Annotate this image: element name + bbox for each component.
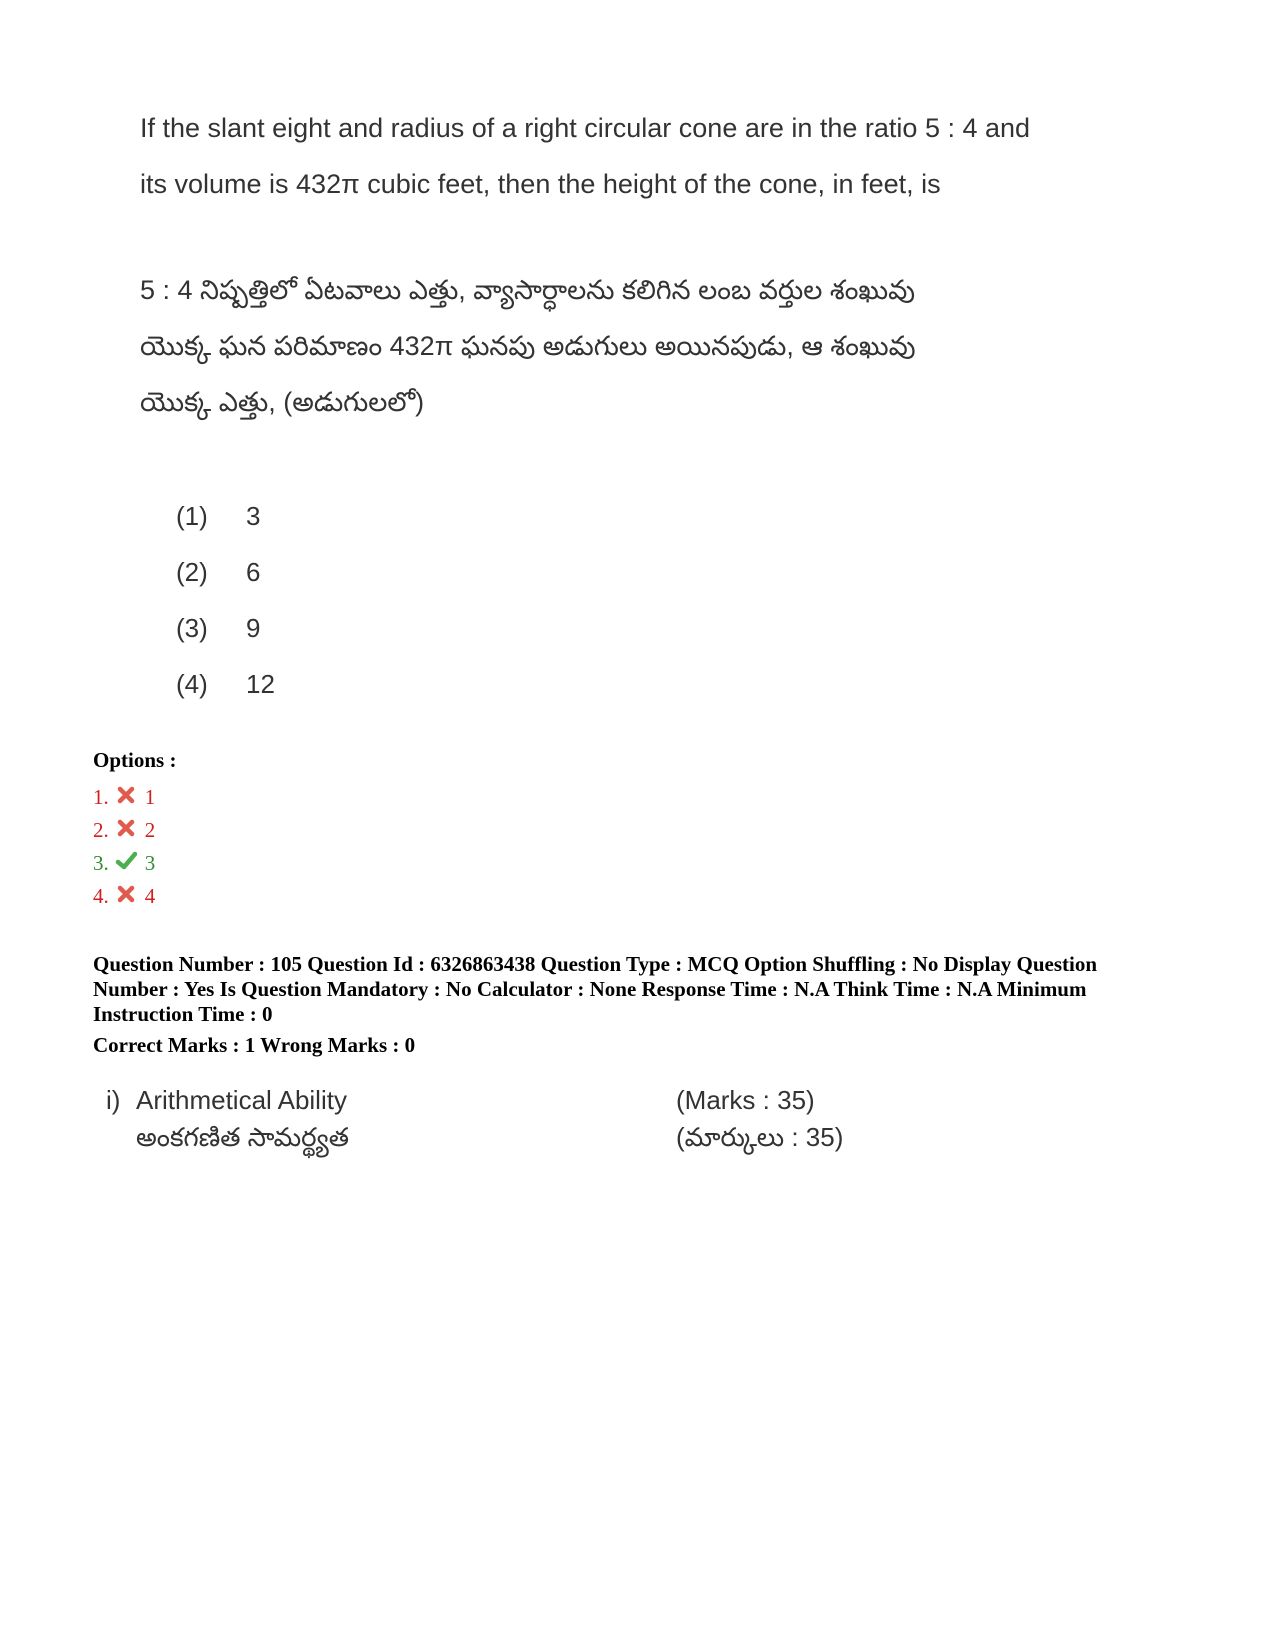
answer-choices: [176, 488, 275, 712]
choice-value: 6: [246, 557, 261, 587]
options-label: Options :: [93, 748, 177, 772]
section-marks: (Marks : 35): [676, 1085, 815, 1115]
option-index: 3.: [93, 851, 109, 875]
section-prefix-spacer: [106, 1119, 136, 1156]
option-value: 3: [144, 851, 156, 875]
option-value: 2: [144, 818, 156, 842]
options-list: [93, 781, 155, 913]
section-name: Arithmetical Ability: [136, 1085, 347, 1115]
metadata-line: Number : Yes Is Question Mandatory : No Calculator : None Response Time : N.A Think Time : N.A Minimum: [93, 977, 1087, 1001]
choice-number: (3): [176, 613, 208, 643]
choice-number: (2): [176, 557, 208, 587]
metadata-line: Instruction Time : 0: [93, 1002, 273, 1026]
section-row-telugu: [106, 1119, 843, 1156]
option-index: 2.: [93, 818, 109, 842]
choice-item: [176, 544, 275, 600]
choice-item: [176, 656, 275, 712]
question-line: If the slant eight and radius of a right circular cone are in the ratio 5 : 4 and: [140, 113, 1031, 143]
option-item-2: [93, 814, 155, 847]
marks-info: Correct Marks : 1 Wrong Marks : 0: [93, 1033, 416, 1057]
question-line: యొక్క ఘన పరిమాణం 432π ఘనపు అడుగులు అయినపుడు, ఆ శంఖువు: [140, 331, 916, 361]
choice-value: 9: [246, 613, 261, 643]
option-value: 1: [144, 785, 156, 809]
choice-value: 3: [246, 501, 261, 531]
choice-number: (1): [176, 501, 208, 531]
section-prefix: i): [106, 1085, 121, 1115]
option-index: 1.: [93, 785, 109, 809]
question-text-telugu: [140, 262, 1100, 430]
option-index: 4.: [93, 884, 109, 908]
choice-number: (4): [176, 669, 208, 699]
section-row-english: [106, 1082, 843, 1119]
question-line: 5 : 4 నిష్పత్తిలో ఏటవాలు ఎత్తు, వ్యాసార్ధాలను కలిగిన లంబ వర్తుల శంఖువు: [140, 275, 916, 305]
section-header: [106, 1082, 843, 1156]
question-text-english: [140, 100, 1100, 212]
section-name: అంకగణిత సామర్థ్యత: [136, 1122, 350, 1152]
question-line: its volume is 432π cubic feet, then the height of the cone, in feet, is: [140, 169, 941, 199]
option-item-1: [93, 781, 155, 814]
option-item-4: [93, 880, 155, 913]
question-metadata: [93, 952, 1213, 1027]
option-item-3: [93, 847, 155, 880]
section-marks: (మార్కులు : 35): [676, 1122, 844, 1152]
choice-item: [176, 600, 275, 656]
option-value: 4: [144, 884, 156, 908]
cross-icon: [115, 882, 137, 904]
check-icon: [115, 849, 137, 871]
choice-item: [176, 488, 275, 544]
metadata-line: Question Number : 105 Question Id : 6326863438 Question Type : MCQ Option Shuffling : No Display Question: [93, 952, 1098, 976]
choice-value: 12: [246, 669, 275, 699]
cross-icon: [115, 783, 137, 805]
question-line: యొక్క ఎత్తు, (అడుగులలో): [140, 387, 425, 417]
cross-icon: [115, 816, 137, 838]
